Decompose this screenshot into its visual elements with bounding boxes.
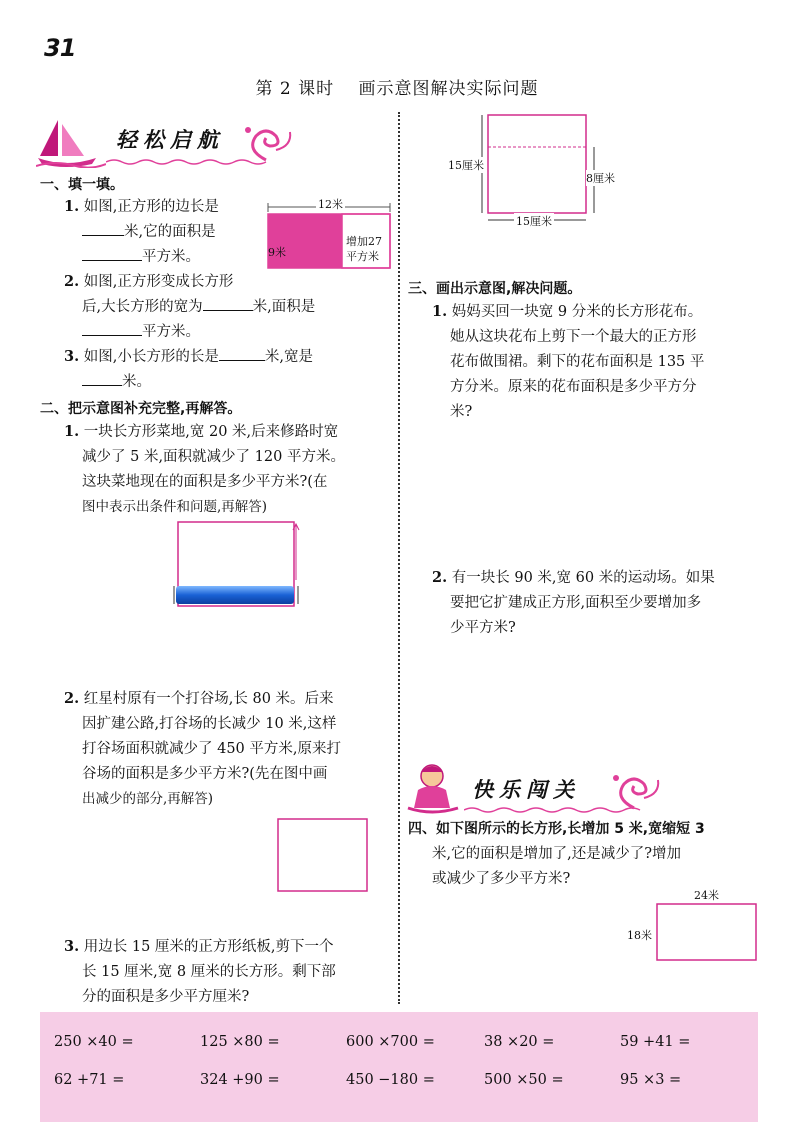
fig1-right-label-2: 平方米 <box>346 250 379 263</box>
q-text: 一块长方形菜地,宽 20 米,后来修路时宽 <box>83 424 339 440</box>
banner-relax-title: 轻松启航 <box>116 128 224 152</box>
fig1-left-label: 9米 <box>268 246 286 259</box>
q-num: 1. <box>64 198 80 215</box>
section1-heading: 一、填一填。 <box>40 177 124 193</box>
q-text: 用边长 15 厘米的正方形纸板,剪下一个 <box>83 939 334 955</box>
fig4-left-label: 18米 <box>627 929 652 942</box>
fig1-top-label: 12米 <box>318 198 343 211</box>
calc-item: 95 ×3 = <box>620 1072 682 1088</box>
q-text: 要把它扩建成正方形,面积至少要增加多 <box>450 595 702 611</box>
q-text: 她从这块花布上剪下一个最大的正方形 <box>450 329 697 345</box>
child-mascot-icon <box>406 760 460 814</box>
q-text: 分的面积是多少平方厘米? <box>82 989 250 1005</box>
q-text: 谷场的面积是多少平方米?(先在图中画 <box>82 766 328 782</box>
q-text: 花布做围裙。剩下的花布面积是 135 平 <box>450 354 705 370</box>
q-text: 如图,正方形的边长是 <box>83 199 219 215</box>
s2-q2 <box>64 686 404 812</box>
q-text: 长 15 厘米,宽 8 厘米的长方形。剩下部 <box>82 964 336 980</box>
fig4-top-label: 24米 <box>694 889 719 902</box>
q-text: 红星村原有一个打谷场,长 80 米。后来 <box>83 691 334 707</box>
s4-question <box>408 817 768 892</box>
sailboat-icon <box>36 116 106 168</box>
q-num: 1. <box>64 423 80 440</box>
q-text: 因扩建公路,打谷场的长减少 10 米,这样 <box>82 716 337 732</box>
q-num: 2. <box>64 273 80 290</box>
s2-q1 <box>64 419 394 520</box>
calc-item: 324 +90 = <box>200 1072 280 1088</box>
q-text: 妈妈买回一块宽 9 分米的长方形花布。 <box>451 304 703 320</box>
q-text: 方分米。原来的花布面积是多少平方分 <box>450 379 697 395</box>
q-text: 平方米。 <box>142 249 200 265</box>
answer-blank[interactable] <box>219 346 265 361</box>
s3-q1 <box>432 299 772 425</box>
calc-item: 59 +41 = <box>620 1034 691 1050</box>
q-text: 出减少的部分,再解答) <box>82 791 214 807</box>
calc-item: 125 ×80 = <box>200 1034 280 1050</box>
rectangle-24x18-figure <box>655 902 759 962</box>
q-text: 米,宽是 <box>264 349 313 365</box>
banner-happy-title: 快乐闯关 <box>472 778 580 802</box>
q-text: 如图,正方形变成长方形 <box>83 274 234 290</box>
q-text: 米? <box>450 404 473 420</box>
threshing-floor-figure <box>277 818 369 894</box>
q-text: 图中表示出条件和问题,再解答) <box>82 499 268 515</box>
banner-relax <box>36 116 296 168</box>
q-text: 平方米。 <box>142 324 200 340</box>
q-text: 米。 <box>122 374 151 390</box>
q-num: 1. <box>432 303 448 320</box>
calc-item: 600 ×700 = <box>346 1034 435 1050</box>
column-divider <box>398 112 400 1004</box>
q-text: 或减少了多少平方米? <box>432 871 571 887</box>
s1-q1 <box>64 194 274 270</box>
calc-item: 62 +71 = <box>54 1072 125 1088</box>
page-number: 31 <box>44 34 76 62</box>
q-num: 3. <box>64 348 80 365</box>
road-strip <box>176 586 294 604</box>
banner-happy <box>406 760 676 816</box>
q-num: 3. <box>64 938 80 955</box>
q-text: 米,它的面积是 <box>124 224 216 240</box>
s3-q2 <box>432 565 772 641</box>
q-text: 少平方米? <box>450 620 516 636</box>
s2-q3 <box>64 934 404 1010</box>
q-text: 后,大长方形的宽为 <box>82 299 203 315</box>
section3-heading: 三、画出示意图,解决问题。 <box>408 281 582 297</box>
wave-divider <box>106 158 276 166</box>
calc-item: 500 ×50 = <box>484 1072 564 1088</box>
q-text: 减少了 5 米,面积就减少了 120 平方米。 <box>82 449 345 465</box>
section4-heading: 四、如下图所示的长方形,长增加 5 米,宽缩短 3 <box>408 821 705 837</box>
fig3-bottom-label: 15厘米 <box>516 215 552 228</box>
fig1-right-label-1: 增加27 <box>346 235 382 248</box>
fig3-left-label: 15厘米 <box>448 159 484 172</box>
q-text: 有一块长 90 米,宽 60 米的运动场。如果 <box>451 570 715 586</box>
q-num: 2. <box>64 690 80 707</box>
s1-q2 <box>64 269 394 345</box>
calc-item: 38 ×20 = <box>484 1034 555 1050</box>
q-text: 打谷场面积就减少了 450 平方米,原来打 <box>82 741 342 757</box>
section2-heading: 二、把示意图补充完整,再解答。 <box>40 401 242 417</box>
lesson-title: 第 2 课时 画示意图解决实际问题 <box>255 79 539 99</box>
answer-blank[interactable] <box>203 296 253 311</box>
q-text: 米,它的面积是增加了,还是减少了?增加 <box>432 846 681 862</box>
fig3-right-label: 8厘米 <box>586 172 615 185</box>
q-text: 米,面积是 <box>252 299 316 315</box>
answer-blank[interactable] <box>82 246 142 261</box>
q-text: 这块菜地现在的面积是多少平方米?(在 <box>82 474 328 490</box>
calc-item: 250 ×40 = <box>54 1034 134 1050</box>
wave-divider <box>464 806 644 814</box>
answer-blank[interactable] <box>82 371 122 386</box>
s1-q3 <box>64 344 394 395</box>
q-num: 2. <box>432 569 448 586</box>
calc-strip <box>40 1012 758 1122</box>
answer-blank[interactable] <box>82 321 142 336</box>
answer-blank[interactable] <box>82 221 124 236</box>
q-text: 如图,小长方形的长是 <box>83 349 219 365</box>
calc-item: 450 −180 = <box>346 1072 435 1088</box>
vegetable-plot-figure <box>170 520 310 610</box>
